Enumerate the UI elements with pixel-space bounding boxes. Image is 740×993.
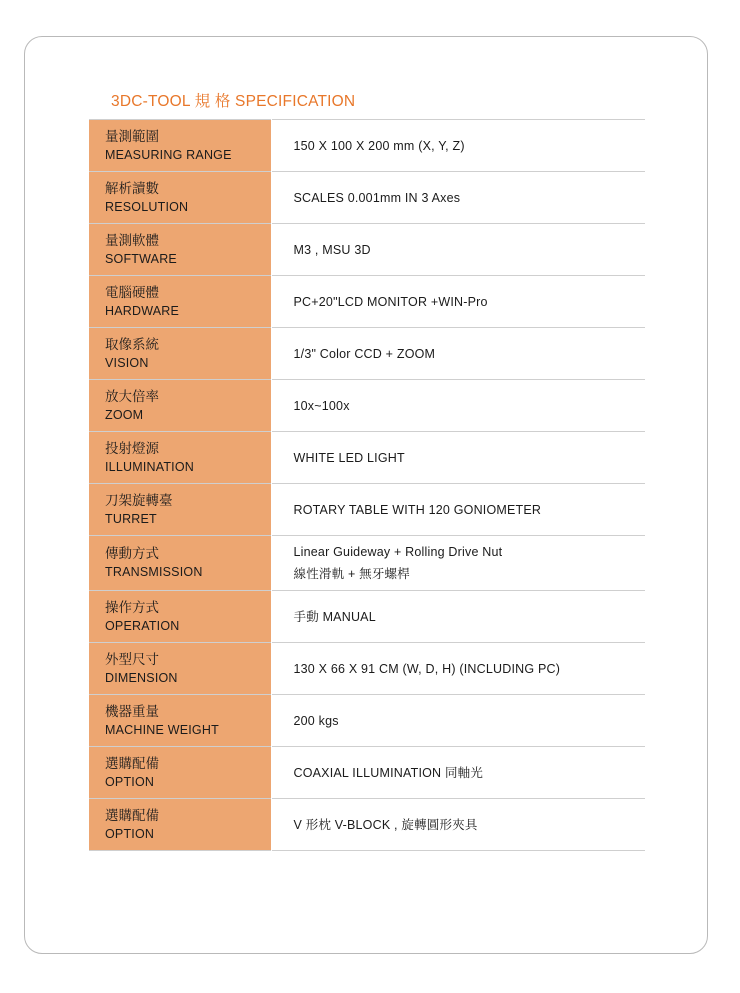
row-label (89, 591, 271, 643)
row-label-en: OPTION (105, 826, 155, 841)
row-value-line1: WHITE LED LIGHT (293, 450, 405, 465)
row-label-en: TURRET (105, 511, 157, 526)
row-value (271, 643, 645, 695)
page-title: 3DC-TOOL 規 格 SPECIFICATION (111, 93, 356, 110)
row-label-en: ILLUMINATION (105, 459, 194, 474)
row-value-line2: 線性滑軌 + 無牙螺桿 (293, 567, 410, 581)
table-row (89, 484, 645, 536)
row-value (271, 799, 645, 851)
row-label-en: HARDWARE (105, 303, 180, 318)
row-value-line1: 130 X 66 X 91 CM (W, D, H) (INCLUDING PC) (293, 661, 561, 676)
row-label-zh: 解析讀數 (105, 180, 159, 196)
row-value (271, 276, 645, 328)
table-row (89, 643, 645, 695)
table-row (89, 380, 645, 432)
row-label-en: ZOOM (105, 407, 144, 422)
row-value-line1: 150 X 100 X 200 mm (X, Y, Z) (293, 138, 465, 153)
specification-table (89, 119, 645, 851)
row-label-en: OPTION (105, 774, 155, 789)
row-label-zh: 操作方式 (105, 599, 159, 615)
row-label-zh: 取像系統 (105, 336, 159, 352)
row-value (271, 224, 645, 276)
specification-section (89, 85, 645, 851)
row-label-en: MACHINE WEIGHT (105, 722, 219, 737)
row-value-line1: SCALES 0.001mm IN 3 Axes (293, 190, 461, 205)
row-label (89, 380, 271, 432)
table-row (89, 276, 645, 328)
row-label-en: DIMENSION (105, 670, 178, 685)
row-value (271, 380, 645, 432)
row-value (271, 328, 645, 380)
table-row (89, 328, 645, 380)
row-value (271, 120, 645, 172)
table-row (89, 432, 645, 484)
row-label (89, 328, 271, 380)
row-value (271, 172, 645, 224)
table-row (89, 536, 645, 591)
row-value-line1: 手動 MANUAL (293, 609, 376, 624)
row-value (271, 747, 645, 799)
row-value (271, 484, 645, 536)
row-value-line1: 10x~100x (293, 398, 350, 413)
row-value (271, 432, 645, 484)
row-label (89, 747, 271, 799)
row-label-zh: 投射燈源 (105, 440, 159, 456)
table-row (89, 120, 645, 172)
row-label-zh: 選購配備 (105, 755, 159, 771)
row-value-line1: COAXIAL ILLUMINATION 同軸光 (293, 765, 484, 780)
row-label-en: SOFTWARE (105, 251, 177, 266)
table-row (89, 695, 645, 747)
row-label (89, 276, 271, 328)
row-value-line1: ROTARY TABLE WITH 120 GONIOMETER (293, 502, 542, 517)
row-value (271, 536, 645, 591)
row-label (89, 432, 271, 484)
row-label (89, 536, 271, 591)
row-label-zh: 量測範圍 (105, 128, 159, 144)
row-label-zh: 選購配備 (105, 807, 159, 823)
row-label-zh: 傳動方式 (105, 546, 159, 561)
row-label-zh: 放大倍率 (105, 388, 159, 404)
row-label-zh: 機器重量 (105, 703, 159, 719)
row-label-en: TRANSMISSION (105, 565, 203, 579)
table-row (89, 591, 645, 643)
row-value-line1: 1/3" Color CCD + ZOOM (293, 346, 436, 361)
table-row (89, 747, 645, 799)
row-label (89, 695, 271, 747)
table-row (89, 799, 645, 851)
row-label-zh: 量測軟體 (105, 232, 159, 248)
row-label (89, 120, 271, 172)
content-frame (24, 36, 708, 954)
row-label-en: RESOLUTION (105, 199, 189, 214)
row-label-en: MEASURING RANGE (105, 147, 232, 162)
row-label-en: VISION (105, 355, 149, 370)
row-value (271, 695, 645, 747)
row-value-line1: 200 kgs (293, 713, 339, 728)
row-label-en: OPERATION (105, 618, 180, 633)
row-value-line1: V 形枕 V-BLOCK , 旋轉圓形夾具 (293, 817, 478, 832)
row-label-zh: 刀架旋轉臺 (105, 492, 173, 508)
row-value-line1: PC+20"LCD MONITOR +WIN-Pro (293, 294, 488, 309)
row-label (89, 484, 271, 536)
table-row (89, 224, 645, 276)
row-label (89, 643, 271, 695)
table-row (89, 172, 645, 224)
row-label (89, 224, 271, 276)
specification-table-body (89, 120, 645, 851)
row-value-line1: Linear Guideway + Rolling Drive Nut (293, 545, 503, 559)
row-value (271, 591, 645, 643)
row-label-zh: 外型尺寸 (105, 651, 159, 667)
row-label (89, 799, 271, 851)
row-label-zh: 電腦硬體 (105, 284, 159, 300)
row-label (89, 172, 271, 224)
row-value-line1: M3 , MSU 3D (293, 242, 371, 257)
